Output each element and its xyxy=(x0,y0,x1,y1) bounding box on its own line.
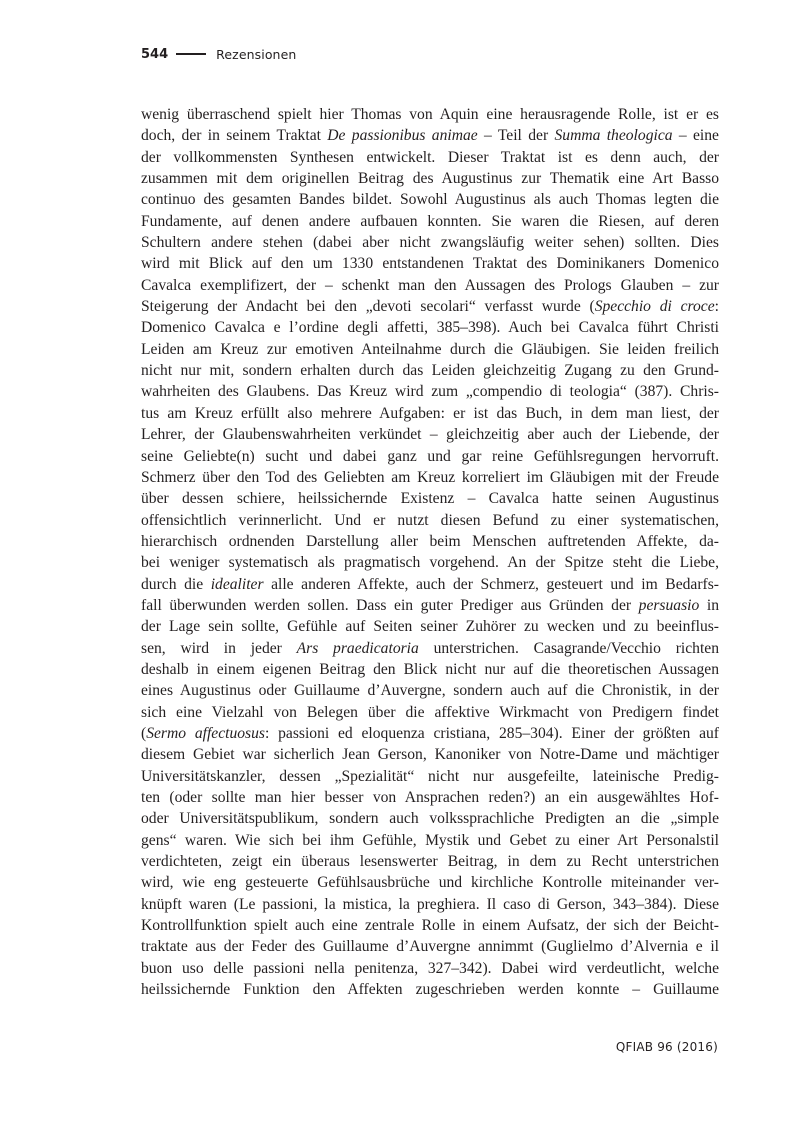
text-line: ten (oder sollte man hier besser von Ansprachen reden?) an ein ausgewähltes Hof- xyxy=(141,789,719,806)
text-line: Fundamente, auf denen andere aufbauen konnten. Sie waren die Riesen, auf deren xyxy=(141,212,719,230)
text-line: wahrheiten des Glaubens. Das Kreuz wird zum „compendio di teologia“ (387). Chris- xyxy=(141,383,719,401)
italic-term: De passionibus animae xyxy=(327,127,478,145)
text-line: tus am Kreuz erfüllt also mehrere Aufgaben: er ist das Buch, in dem man liest, der xyxy=(141,404,719,422)
text-line: heilssichernde Funktion den Affekten zugeschrieben werden konnte – Guillaume xyxy=(141,981,719,999)
text-line: knüpft waren (Le passioni, la mistica, la preghiera. Il caso di Gerson, 343–384). Diese xyxy=(141,895,719,913)
text-line: (Sermo affectuosus: passioni ed eloquenza cristiana, 285–304). Einer der größten auf xyxy=(141,724,719,742)
text-line: Domenico Cavalca e l’ordine degli affetti, 385–398). Auch bei Cavalca führt Christi xyxy=(141,319,719,337)
text-line: Lehrer, der Glaubenswahrheiten verkündet – gleichzeitig aber auch der Liebende, der xyxy=(141,426,719,444)
text-line: buon uso delle passioni nella penitenza, 327–342). Dabei wird verdeutlicht, welche xyxy=(141,959,719,977)
text-line: offensichtlich verinnerlicht. Und er nutzt diesen Befund zu einer systematischen, xyxy=(141,511,719,529)
text-line: Steigerung der Andacht bei den „devoti secolari“ verfasst wurde (Specchio di croce: xyxy=(141,298,719,316)
italic-term: Ars praedicatoria xyxy=(296,639,419,657)
text-line: sen, wird in jeder Ars praedicatoria unterstrichen. Casagrande/Vecchio richten xyxy=(141,639,719,657)
text-line: oder Universitätspublikum, sondern auch volkssprachliche Predigten an die „simple xyxy=(141,810,719,828)
text-line: deshalb in einem eigenen Beitrag den Blick nicht nur auf die theoretischen Aussagen xyxy=(141,660,719,678)
text-line: sich eine Vielzahl von Belegen über die affektive Wirkmacht von Predigern findet xyxy=(141,703,719,721)
text-line: hierarchisch ordnenden Darstellung aller beim Menschen auftretenden Affekte, da- xyxy=(141,532,719,550)
text-line: nicht nur mit, sondern erhalten durch das Leiden gleichzeitig Zugang zu den Grund- xyxy=(141,362,719,380)
text-line: Leiden am Kreuz zur emotiven Anteilnahme durch die Gläubigen. Sie leiden freilich xyxy=(141,340,719,358)
text-line: über dessen schiere, heilssichernde Existenz – Cavalca hatte seinen Augustinus xyxy=(141,490,719,508)
text-line: doch, der in seinem Traktat De passionibus animae – Teil der Summa theologica – eine xyxy=(141,127,719,145)
italic-term: Summa theologica xyxy=(554,127,673,145)
italic-term: Specchio di croce xyxy=(594,298,715,316)
text-line: Kontrollfunktion spielt auch eine zentrale Rolle in einem Aufsatz, der sich der Beicht- xyxy=(141,917,719,935)
text-line: Cavalca exemplifizert, der – schenkt man den Aussagen des Prologs Glauben – zur xyxy=(141,276,719,294)
text-line: verdichteten, zeigt ein überaus lesenswerter Beitrag, in dem zu Recht unterstrichen xyxy=(141,853,719,871)
text-line: Schultern andere stehen (dabei aber nicht zwangsläufig weiter sehen) sollten. Dies xyxy=(141,234,719,252)
text-line: diesem Gebiet war sicherlich Jean Gerson, Kanoniker von Notre-Dame und mächtiger xyxy=(141,746,719,764)
italic-term: persuasio xyxy=(638,596,700,614)
page-number: 544 xyxy=(141,46,169,62)
text-line: eines Augustinus oder Guillaume d’Auvergne, sondern auch auf die Chronistik, in der xyxy=(141,682,719,700)
italic-term: Sermo affectuosus xyxy=(146,724,265,742)
text-line: wird, wie eng gesteuerte Gefühlsausbrüche und kirchliche Kontrolle miteinander ver- xyxy=(141,874,719,892)
text-line: der vollkommensten Synthesen entwickelt. Dieser Traktat ist es denn auch, der xyxy=(141,148,719,166)
running-title: Rezensionen xyxy=(216,46,297,62)
italic-term: idealiter xyxy=(210,575,264,593)
text-line: continuo des gesamten Bandes bildet. Sowohl Augustinus als auch Thomas legten die xyxy=(141,191,719,209)
text-line: traktate aus der Feder des Guillaume d’Auvergne annimmt (Guglielmo d’Alvernia e il xyxy=(141,938,719,956)
running-header xyxy=(141,43,296,65)
text-line: Schmerz über den Tod des Geliebten am Kreuz korreliert im Gläubigen mit der Freude xyxy=(141,468,719,486)
text-line: gens“ waren. Wie sich bei ihm Gefühle, Mystik und Gebet zu einer Art Personalstil xyxy=(141,831,719,849)
text-line: bei weniger systematisch als pragmatisch vorgehend. An der Spitze steht die Liebe, xyxy=(141,554,719,572)
text-line: wird mit Blick auf den um 1330 entstandenen Traktat des Dominikaners Domenico xyxy=(141,255,719,273)
header-rule xyxy=(176,53,206,55)
text-line: der Lage sein sollte, Gefühle auf Seiten seiner Zuhörer zu wecken und zu beeinflus- xyxy=(141,618,719,636)
text-line: Universitätskanzler, dessen „Spezialität“ nicht nur ausgefeilte, lateinische Predig- xyxy=(141,767,719,785)
body-text xyxy=(141,104,719,1000)
text-line: seine Geliebte(n) sucht und dabei ganz und gar reine Gefühlsregungen hervorruft. xyxy=(141,447,719,465)
text-line: fall überwunden werden sollen. Dass ein guter Prediger aus Gründen der persuasio in xyxy=(141,596,719,614)
journal-footer: QFIAB 96 (2016) xyxy=(615,1040,718,1054)
text-line: wenig überraschend spielt hier Thomas von Aquin eine herausragende Rolle, ist er es xyxy=(141,106,719,123)
text-line: durch die idealiter alle anderen Affekte, auch der Schmerz, gesteuert und im Bedarfs- xyxy=(141,575,719,593)
text-line: zusammen mit dem originellen Beitrag des Augustinus zur Thematik eine Art Basso xyxy=(141,170,719,188)
